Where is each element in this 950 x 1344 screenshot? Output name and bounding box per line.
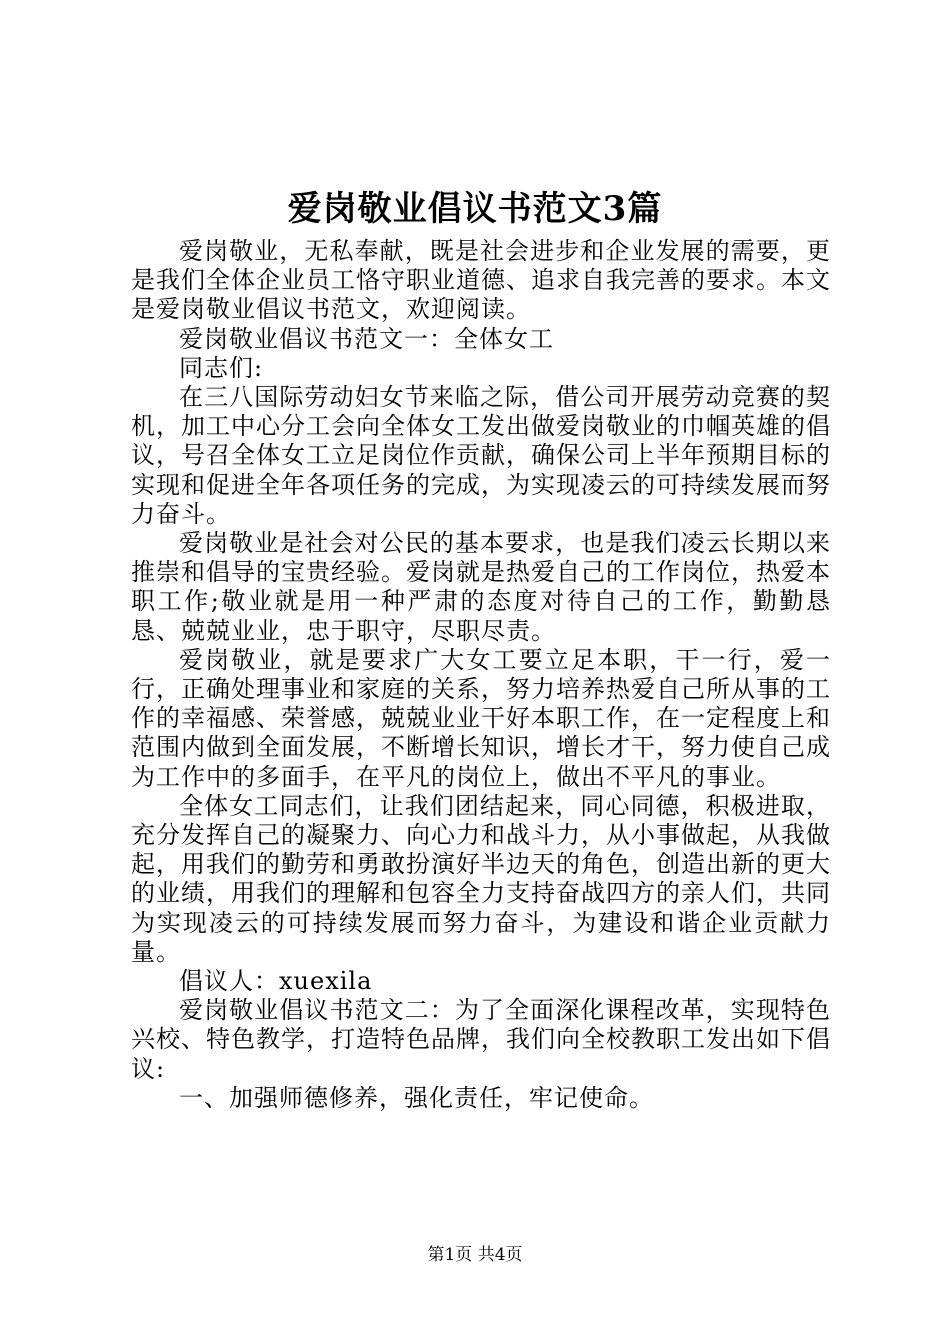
body-paragraph: 爱岗敬业是社会对公民的基本要求，也是我们凌云长期以来推崇和倡导的宝贵经验。爱岗就是热爱自己的工作岗位，热爱本职工作;敬业就是用一种严肃的态度对待自己的工作，勤勤恳恳、兢兢业业，忠于职守，尽职尽责。 xyxy=(131,529,831,645)
list-item: 一、加强师德修养，强化责任，牢记使命。 xyxy=(179,1083,654,1112)
body-paragraph: 爱岗敬业，就是要求广大女工要立足本职，干一行，爱一行，正确处理事业和家庭的关系，努力培养热爱自己所从事的工作的幸福感、荣誉感，兢兢业业干好本职工作，在一定程度上和范围内做到全面发展，不断增长知识，增长才干，努力使自己成为工作中的多面手，在平凡的岗位上，做出不平凡的事业。 xyxy=(131,645,831,791)
signature-line: 倡议人：xuexila xyxy=(179,967,373,996)
salutation: 同志们: xyxy=(179,353,264,382)
section-heading-two: 爱岗敬业倡议书范文二：为了全面深化课程改革，实现特色兴校、特色教学，打造特色品牌，我们向全校教职工发出如下倡议: xyxy=(131,996,831,1083)
document-title: 爱岗敬业倡议书范文3篇 xyxy=(287,189,663,229)
page-footer: 第1页 共4页 xyxy=(427,1245,523,1265)
body-paragraph: 全体女工同志们，让我们团结起来，同心同德，积极进取，充分发挥自己的凝聚力、向心力和战斗力，从小事做起，从我做起，用我们的勤劳和勇敢扮演好半边天的角色，创造出新的更大的业绩，用我们的理解和包容全力支持奋战四方的亲人们，共同为实现凌云的可持续发展而努力奋斗，为建设和谐企业贡献力量。 xyxy=(131,791,831,966)
body-paragraph: 在三八国际劳动妇女节来临之际，借公司开展劳动竞赛的契机，加工中心分工会向全体女工发出做爱岗敬业的巾帼英雄的倡议，号召全体女工立足岗位作贡献，确保公司上半年预期目标的实现和促进全年各项任务的完成，为实现凌云的可持续发展而努力奋斗。 xyxy=(131,383,831,528)
section-heading-one: 爱岗敬业倡议书范文一：全体女工 xyxy=(179,324,554,353)
intro-paragraph: 爱岗敬业，无私奉献，既是社会进步和企业发展的需要，更是我们全体企业员工恪守职业道德、追求自我完善的要求。本文是爱岗敬业倡议书范文，欢迎阅读。 xyxy=(131,237,831,324)
document-body xyxy=(131,237,831,1113)
